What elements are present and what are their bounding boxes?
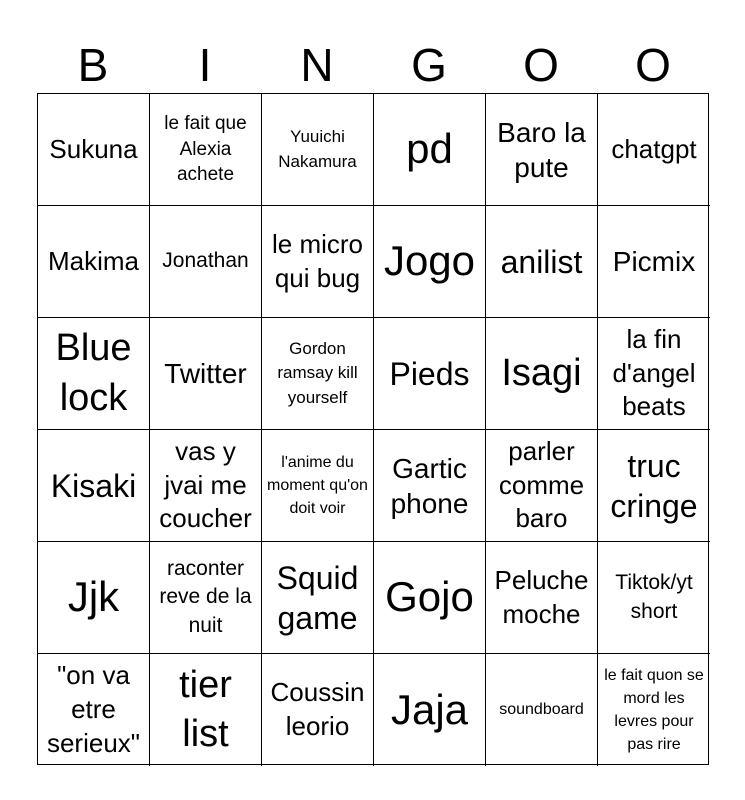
bingo-cell[interactable]: raconter reve de la nuit [150, 542, 262, 654]
bingo-cell[interactable]: Jaja [374, 654, 486, 766]
bingo-cell[interactable]: Kisaki [38, 430, 150, 542]
bingo-cell[interactable]: Pieds [374, 318, 486, 430]
bingo-cell[interactable]: chatgpt [598, 94, 710, 206]
header-letter: N [300, 39, 334, 91]
bingo-cell[interactable]: Jogo [374, 206, 486, 318]
bingo-cell[interactable]: Makima [38, 206, 150, 318]
header-letter: O [523, 39, 559, 91]
bingo-cell[interactable]: la fin d'angel beats [598, 318, 710, 430]
bingo-cell[interactable]: Sukuna [38, 94, 150, 206]
bingo-cell[interactable]: Baro la pute [486, 94, 598, 206]
bingo-cell[interactable]: l'anime du moment qu'on doit voir [262, 430, 374, 542]
header-letter: O [635, 39, 671, 91]
header-letter: B [77, 39, 109, 91]
bingo-cell[interactable]: Tiktok/yt short [598, 542, 710, 654]
bingo-cell[interactable]: le micro qui bug [262, 206, 374, 318]
bingo-cell[interactable]: Coussin leorio [262, 654, 374, 766]
bingo-cell[interactable]: Twitter [150, 318, 262, 430]
header-letter: I [198, 39, 212, 91]
bingo-cell[interactable]: Blue lock [38, 318, 150, 430]
bingo-cell[interactable]: Isagi [486, 318, 598, 430]
bingo-cell[interactable]: anilist [486, 206, 598, 318]
bingo-cell[interactable]: parler comme baro [486, 430, 598, 542]
bingo-cell[interactable]: Jonathan [150, 206, 262, 318]
bingo-cell[interactable]: Yuuichi Nakamura [262, 94, 374, 206]
header-letter: G [411, 39, 447, 91]
bingo-cell[interactable]: Gartic phone [374, 430, 486, 542]
bingo-cell[interactable]: tier list [150, 654, 262, 766]
bingo-cell[interactable]: Picmix [598, 206, 710, 318]
bingo-cell[interactable]: soundboard [486, 654, 598, 766]
bingo-cell[interactable]: Peluche moche [486, 542, 598, 654]
bingo-cell[interactable]: Gojo [374, 542, 486, 654]
bingo-cell[interactable]: le fait que Alexia achete [150, 94, 262, 206]
bingo-cell[interactable]: truc cringe [598, 430, 710, 542]
bingo-cell[interactable]: le fait quon se mord les levres pour pas rire [604, 666, 704, 754]
bingo-grid [37, 93, 709, 765]
bingo-cell[interactable]: Gordon ramsay kill yourself [262, 318, 374, 430]
bingo-cell[interactable]: "on va etre serieux" [38, 654, 150, 766]
bingo-cell[interactable]: Jjk [38, 542, 150, 654]
bingo-cell[interactable]: vas y jvai me coucher [150, 430, 262, 542]
bingo-header [37, 36, 709, 94]
bingo-cell[interactable]: Squid game [262, 542, 374, 654]
bingo-cell[interactable]: pd [374, 94, 486, 206]
